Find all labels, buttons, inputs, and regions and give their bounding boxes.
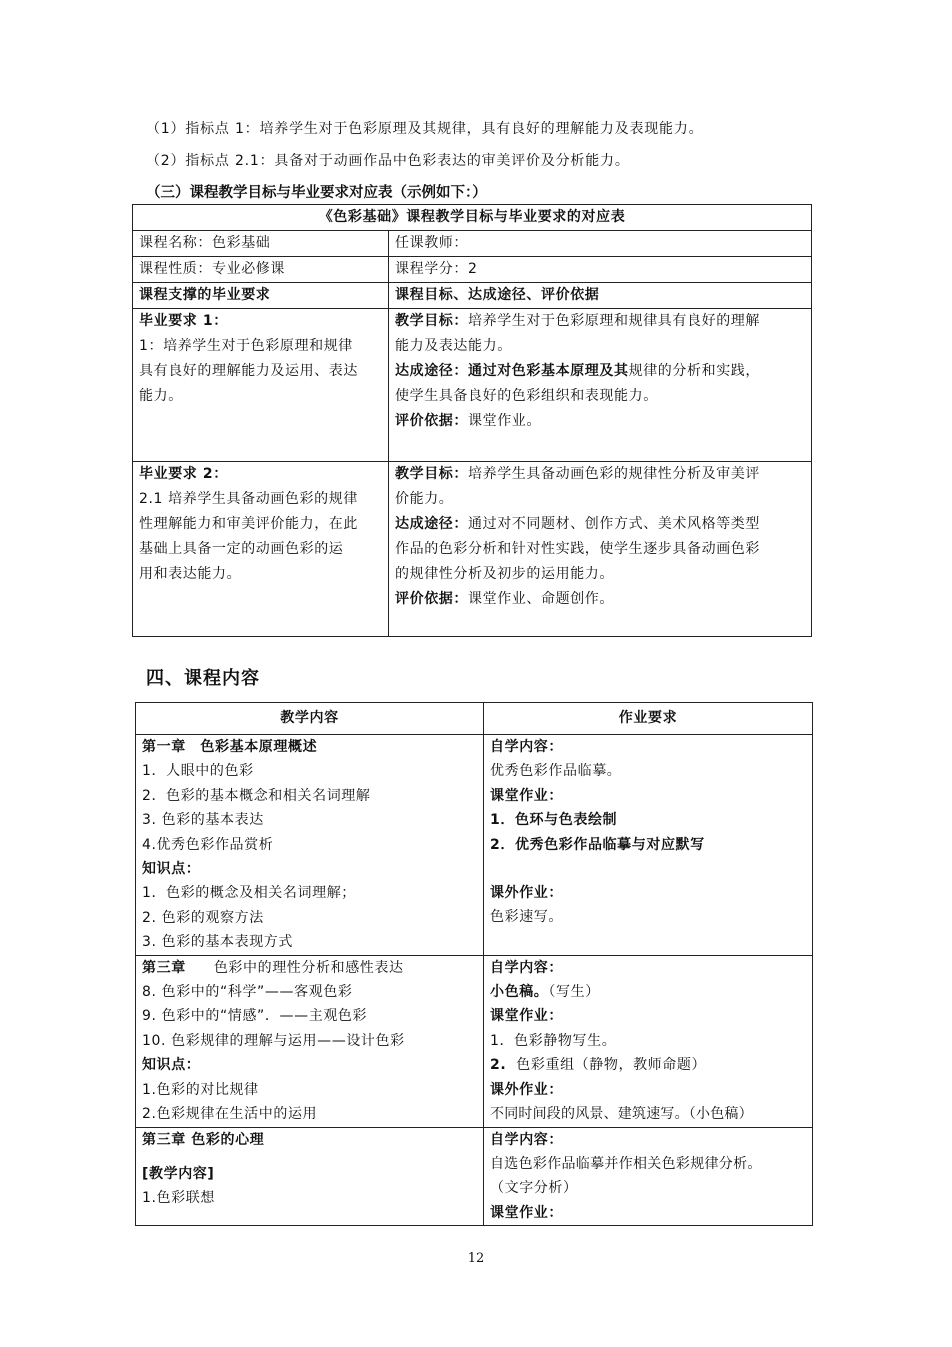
achievement-path-text: 的规律性分析及初步的运用能力。 bbox=[395, 566, 614, 582]
achievement-path-text: 作品的色彩分析和针对性实践，使学生逐步具备动画色彩 bbox=[395, 541, 760, 557]
requirement-2-text: 基础上具备一定的动画色彩的运 bbox=[139, 541, 344, 557]
chapter-1-content bbox=[136, 735, 484, 956]
outside-homework-label: 课外作业： bbox=[490, 1081, 563, 1098]
indicator-point-2-1: （2）指标点 2.1：具备对于动画作品中色彩表达的审美评价及分析能力。 bbox=[146, 153, 630, 169]
achievement-path-text: 通过对不同题材、创作方式、美术风格等类型 bbox=[468, 516, 760, 532]
teaching-goal-text: 培养学生对于色彩原理和规律具有良好的理解 bbox=[468, 313, 760, 329]
column-header-homework: 作业要求 bbox=[484, 703, 813, 735]
self-study-label: 自学内容： bbox=[490, 1131, 563, 1148]
list-item: 色彩重组（静物，教师命题） bbox=[516, 1057, 707, 1074]
evaluation-basis-label: 评价依据： bbox=[395, 413, 468, 429]
list-item: 3. 色彩的基本表现方式 bbox=[142, 934, 294, 951]
chapter-3b-content bbox=[136, 1127, 484, 1226]
table-caption-row bbox=[133, 205, 812, 231]
goals-1-cell bbox=[389, 309, 812, 462]
evaluation-basis-label: 评价依据： bbox=[395, 591, 468, 607]
chapter-title: 第一章 色彩基本原理概述 bbox=[142, 739, 318, 755]
goals-requirements-table bbox=[132, 204, 812, 637]
list-item: 1．色环与色表绘制 bbox=[490, 812, 618, 829]
list-item: 9. 色彩中的“情感”．——主观色彩 bbox=[142, 1008, 368, 1025]
goals-2-cell bbox=[389, 462, 812, 637]
chapter-3a-homework bbox=[484, 955, 813, 1127]
chapter-title: 第三章 色彩的心理 bbox=[142, 1131, 265, 1148]
table-row-chapter-3a bbox=[136, 955, 813, 1127]
table-header-row bbox=[136, 703, 813, 735]
chapter-3b-homework bbox=[484, 1127, 813, 1226]
requirement-2-text: 性理解能力和审美评价能力，在此 bbox=[139, 516, 358, 532]
requirement-2-title: 毕业要求 2： bbox=[139, 466, 228, 482]
list-item: 2．色彩的基本概念和相关名词理解 bbox=[142, 787, 371, 804]
achievement-path-text: 通过对色彩基本原理及其 bbox=[468, 363, 629, 379]
requirement-1-text: 1：培养学生对于色彩原理和规律 bbox=[139, 338, 353, 354]
spacer bbox=[490, 857, 806, 881]
list-item: 2．优秀色彩作品临摹与对应默写 bbox=[490, 836, 705, 853]
indicator-point-1: （1）指标点 1：培养学生对于色彩原理及其规律，具有良好的理解能力及表现能力。 bbox=[146, 121, 704, 137]
chapter-title-rest: 色彩中的理性分析和感性表达 bbox=[213, 959, 404, 976]
requirement-2-text: 用和表达能力。 bbox=[139, 566, 242, 582]
outside-homework-text: 色彩速写。 bbox=[490, 909, 563, 926]
list-item: 2.色彩规律在生活中的运用 bbox=[142, 1106, 318, 1123]
table-caption: 《色彩基础》课程教学目标与毕业要求的对应表 bbox=[133, 205, 812, 231]
course-nature: 课程性质：专业必修课 bbox=[133, 257, 389, 283]
requirement-1-title: 毕业要求 1： bbox=[139, 313, 228, 329]
class-homework-label: 课堂作业： bbox=[490, 1204, 563, 1221]
knowledge-points-label: 知识点： bbox=[142, 1057, 201, 1074]
section-3-title: （三）课程教学目标与毕业要求对应表（示例如下：） bbox=[146, 185, 487, 201]
achievement-path-label: 达成途径： bbox=[395, 516, 468, 532]
list-item: 1.色彩联想 bbox=[142, 1190, 215, 1207]
list-item: 10. 色彩规律的理解与运用——设计色彩 bbox=[142, 1032, 405, 1049]
list-item: 8. 色彩中的“科学”——客观色彩 bbox=[142, 984, 353, 1001]
list-item: 1．色彩静物写生。 bbox=[490, 1032, 617, 1049]
table-row-chapter-1 bbox=[136, 735, 813, 956]
page-number: 12 bbox=[467, 1251, 485, 1266]
course-name: 课程名称：色彩基础 bbox=[133, 231, 389, 257]
section-4-title: 四、课程内容 bbox=[146, 668, 260, 689]
self-study-text: 优秀色彩作品临摹。 bbox=[490, 763, 622, 780]
teaching-goal-text: 价能力。 bbox=[395, 491, 454, 507]
evaluation-basis-text: 课堂作业。 bbox=[468, 413, 541, 429]
list-item: 1．色彩的概念及相关名词理解； bbox=[142, 885, 356, 902]
requirement-2-text: 2.1 培养学生具备动画色彩的规律 bbox=[139, 491, 358, 507]
course-credits: 课程学分：2 bbox=[389, 257, 812, 283]
table-row-requirement-1 bbox=[133, 309, 812, 462]
course-teacher: 任课教师： bbox=[389, 231, 812, 257]
list-item: 1.色彩的对比规律 bbox=[142, 1081, 259, 1098]
table-header-row bbox=[133, 283, 812, 309]
requirement-1-text: 能力。 bbox=[139, 388, 183, 404]
course-content-table bbox=[135, 702, 813, 1226]
requirement-1-text: 具有良好的理解能力及运用、表达 bbox=[139, 363, 358, 379]
outside-homework-label: 课外作业： bbox=[490, 885, 563, 902]
chapter-title: 第三章 bbox=[142, 959, 186, 976]
list-item: 4.优秀色彩作品赏析 bbox=[142, 836, 274, 853]
list-item: 2. 色彩的观察方法 bbox=[142, 909, 264, 926]
teaching-goal-label: 教学目标： bbox=[395, 466, 468, 482]
self-study-text: （文字分析） bbox=[490, 1180, 578, 1197]
teaching-goal-label: 教学目标： bbox=[395, 313, 468, 329]
teaching-goal-text: 培养学生具备动画色彩的规律性分析及审美评 bbox=[468, 466, 760, 482]
self-study-text: （写生） bbox=[548, 984, 600, 1001]
requirement-1-cell bbox=[133, 309, 389, 462]
achievement-path-text: 使学生具备良好的色彩组织和表现能力。 bbox=[395, 388, 658, 404]
list-item: 1．人眼中的色彩 bbox=[142, 763, 254, 780]
table-row bbox=[133, 257, 812, 283]
column-header-goals: 课程目标、达成途径、评价依据 bbox=[389, 283, 812, 309]
self-study-text: 小色稿。 bbox=[490, 984, 549, 1001]
column-header-requirements: 课程支撑的毕业要求 bbox=[133, 283, 389, 309]
achievement-path-text: 规律的分析和实践， bbox=[628, 363, 761, 379]
table-row bbox=[133, 231, 812, 257]
self-study-text: 自选色彩作品临摹并作相关色彩规律分析。 bbox=[490, 1155, 762, 1172]
teaching-content-label: [教学内容] bbox=[142, 1165, 215, 1182]
list-item: 3. 色彩的基本表达 bbox=[142, 812, 264, 829]
class-homework-label: 课堂作业： bbox=[490, 1008, 563, 1025]
evaluation-basis-text: 课堂作业、命题创作。 bbox=[468, 591, 614, 607]
class-homework-label: 课堂作业： bbox=[490, 787, 563, 804]
column-header-content: 教学内容 bbox=[136, 703, 484, 735]
table-row-chapter-3b bbox=[136, 1127, 813, 1226]
self-study-label: 自学内容： bbox=[490, 739, 563, 755]
teaching-goal-text: 能力及表达能力。 bbox=[395, 338, 512, 354]
table-row-requirement-2 bbox=[133, 462, 812, 637]
achievement-path-label: 达成途径： bbox=[395, 363, 468, 379]
chapter-3a-content bbox=[136, 955, 484, 1127]
knowledge-points-label: 知识点： bbox=[142, 861, 201, 878]
list-item-number: 2. bbox=[490, 1057, 507, 1074]
outside-homework-text: 不同时间段的风景、建筑速写。（小色稿） bbox=[490, 1106, 753, 1123]
requirement-2-cell bbox=[133, 462, 389, 637]
self-study-label: 自学内容： bbox=[490, 959, 563, 976]
chapter-1-homework bbox=[484, 735, 813, 956]
